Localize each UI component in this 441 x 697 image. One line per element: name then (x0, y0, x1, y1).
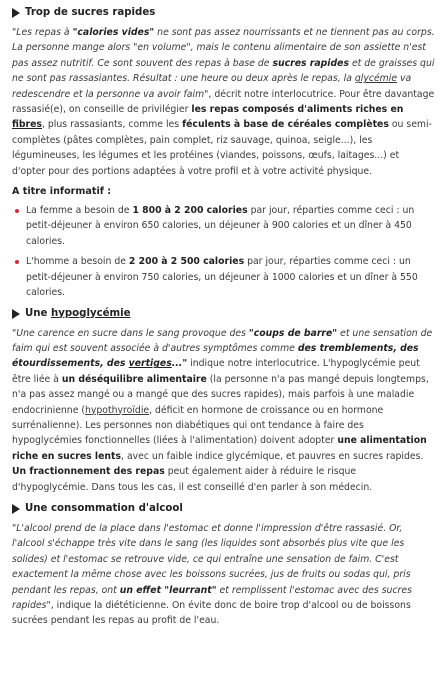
section-heading-sucres-rapides (12, 6, 435, 20)
text-run: "L'alcool prend de la place dans l'estomac et donne l'impression d'être rassasié. Or, l'alcool s'échappe très vite dans le sang (les liquides sont absorbés plus vite que les solides) et l'estomac se retrouve vide, ce qui entraîne une sensation de faim. C'est exactement la même chose avec les boissons sucrées, jus de fruits ou sodas qui, pris pendant les repas, ont (12, 522, 411, 596)
text-run: féculents à base de céréales complètes (182, 119, 389, 131)
text-run: ..." (171, 358, 188, 370)
triangle-right-icon (12, 504, 20, 514)
text-run: , plus rassasiants, comme les (41, 119, 183, 131)
text-run: et remplissent l'estomac avec des sucres rapides" (12, 584, 412, 611)
heading-text: Trop de sucres rapides (25, 7, 156, 18)
paragraph-hypoglycemie (12, 326, 435, 495)
text-run: "Les repas à (12, 27, 73, 38)
section-heading-alcool (12, 502, 435, 516)
text-run: sucres rapides (272, 57, 349, 69)
triangle-right-icon (12, 309, 20, 319)
list-item-homme (12, 254, 435, 300)
text-run: (la personne n'a pas mangé depuis longtemps, n'a pas assez mangé ou a mangé que des sucres rapides), mais parfois à une maladie endocrinienne ( (12, 373, 429, 416)
text-run: et une sensation de faim qui est souvent associée à d'autres symptômes comme (12, 327, 433, 354)
text-run: peut également aider à réduire le risque d'hypoglycémie. Dans tous les cas, il est conseillé d'en parler à son médecin. (12, 466, 373, 493)
text-run: 2 200 à 2 500 calories (128, 256, 245, 268)
paragraph-alcool (12, 521, 435, 629)
text-run: , décrit notre interlocutrice. Pour être davantage rassasié(e), on conseille de privilégier (12, 88, 435, 116)
text-run: ne sont pas assez nourrissants et ne tiennent pas au corps. La personne mange alors "en volume", mais le contenu alimentaire de son assiette n'est pas assez nutritif. Ce sont souvent des repas à base de (12, 27, 435, 69)
text-run: "calories vides" (72, 27, 155, 38)
text-run: ou semi-complètes (pâtes complètes, pain complet, riz sauvage, quinoa, seigle...), les légumineuses, les légumes et les protéines (viandes, poissons, œufs, laitages...) et d'opter pour des portions adaptées à votre profil et à votre activité physique. (12, 119, 432, 177)
list-item-femme (12, 203, 435, 249)
text-run: des tremblements, des étourdissements, des (12, 342, 419, 370)
calorie-list (12, 203, 435, 300)
inline-link[interactable]: fibres (12, 119, 42, 131)
inline-link[interactable]: vertiges (128, 358, 172, 370)
heading-prefix: Une (25, 307, 51, 319)
text-run: une alimentation riche en sucres lents (12, 435, 427, 462)
info-title: A titre informatif : (12, 186, 112, 198)
text-run: indique notre interlocutrice. L'hypoglycémie peut être liée à (12, 358, 420, 385)
paragraph-sucres-rapides (12, 25, 435, 179)
inline-link[interactable]: glycémie (354, 73, 398, 85)
heading-text: Une consommation d'alcool (25, 502, 183, 514)
text-run: L'homme a besoin de (26, 256, 129, 268)
section-heading-hypoglycemie (12, 307, 435, 321)
hypoglycemie-link[interactable]: hypoglycémie (50, 307, 131, 319)
text-run: Un fractionnement des repas (12, 466, 165, 478)
triangle-right-icon (12, 8, 20, 18)
text-run: "Une carence en sucre dans le sang provoque des (12, 327, 249, 339)
text-run: La femme a besoin de (26, 205, 133, 217)
text-run: 1 800 à 2 200 calories (132, 205, 248, 217)
text-run: un déséquilibre alimentaire (61, 373, 207, 385)
text-run: et de graisses qui ne sont pas rassasiantes. Résultat : une heure ou deux après le repas, la (12, 57, 435, 85)
text-run: , avec un faible indice glycémique, et pauvres en sucres rapides. (121, 450, 424, 462)
text-run: , déficit en hormone de croissance ou en hormone surrénalienne). Les personnes non diabétiques qui ont tendance à faire des hypoglycémies fonctionnelles (liées à l'alimentation) doivent adopter (12, 404, 384, 447)
text-run: "coups de barre" (248, 327, 338, 339)
inline-link[interactable]: hypothyroïdie (85, 404, 150, 416)
text-run: par jour, réparties comme ceci : un petit-déjeuner à environ 650 calories, un déjeuner à 900 calories et un dîner à 450 calories. (26, 205, 415, 247)
text-run: va redescendre et la personne va avoir faim" (12, 73, 412, 100)
text-run: un effet "leurrant" (119, 584, 217, 596)
text-run: les repas composés d'aliments riches en (191, 104, 404, 116)
text-run: par jour, réparties comme ceci : un petit-déjeuner à environ 750 calories, un déjeuner à 1000 calories et un dîner à 550 calories. (26, 256, 418, 299)
text-run: , indique la diététicienne. On évite donc de boire trop d'alcool ou de boissons sucrées pendant les repas au profit de l'eau. (12, 600, 411, 627)
